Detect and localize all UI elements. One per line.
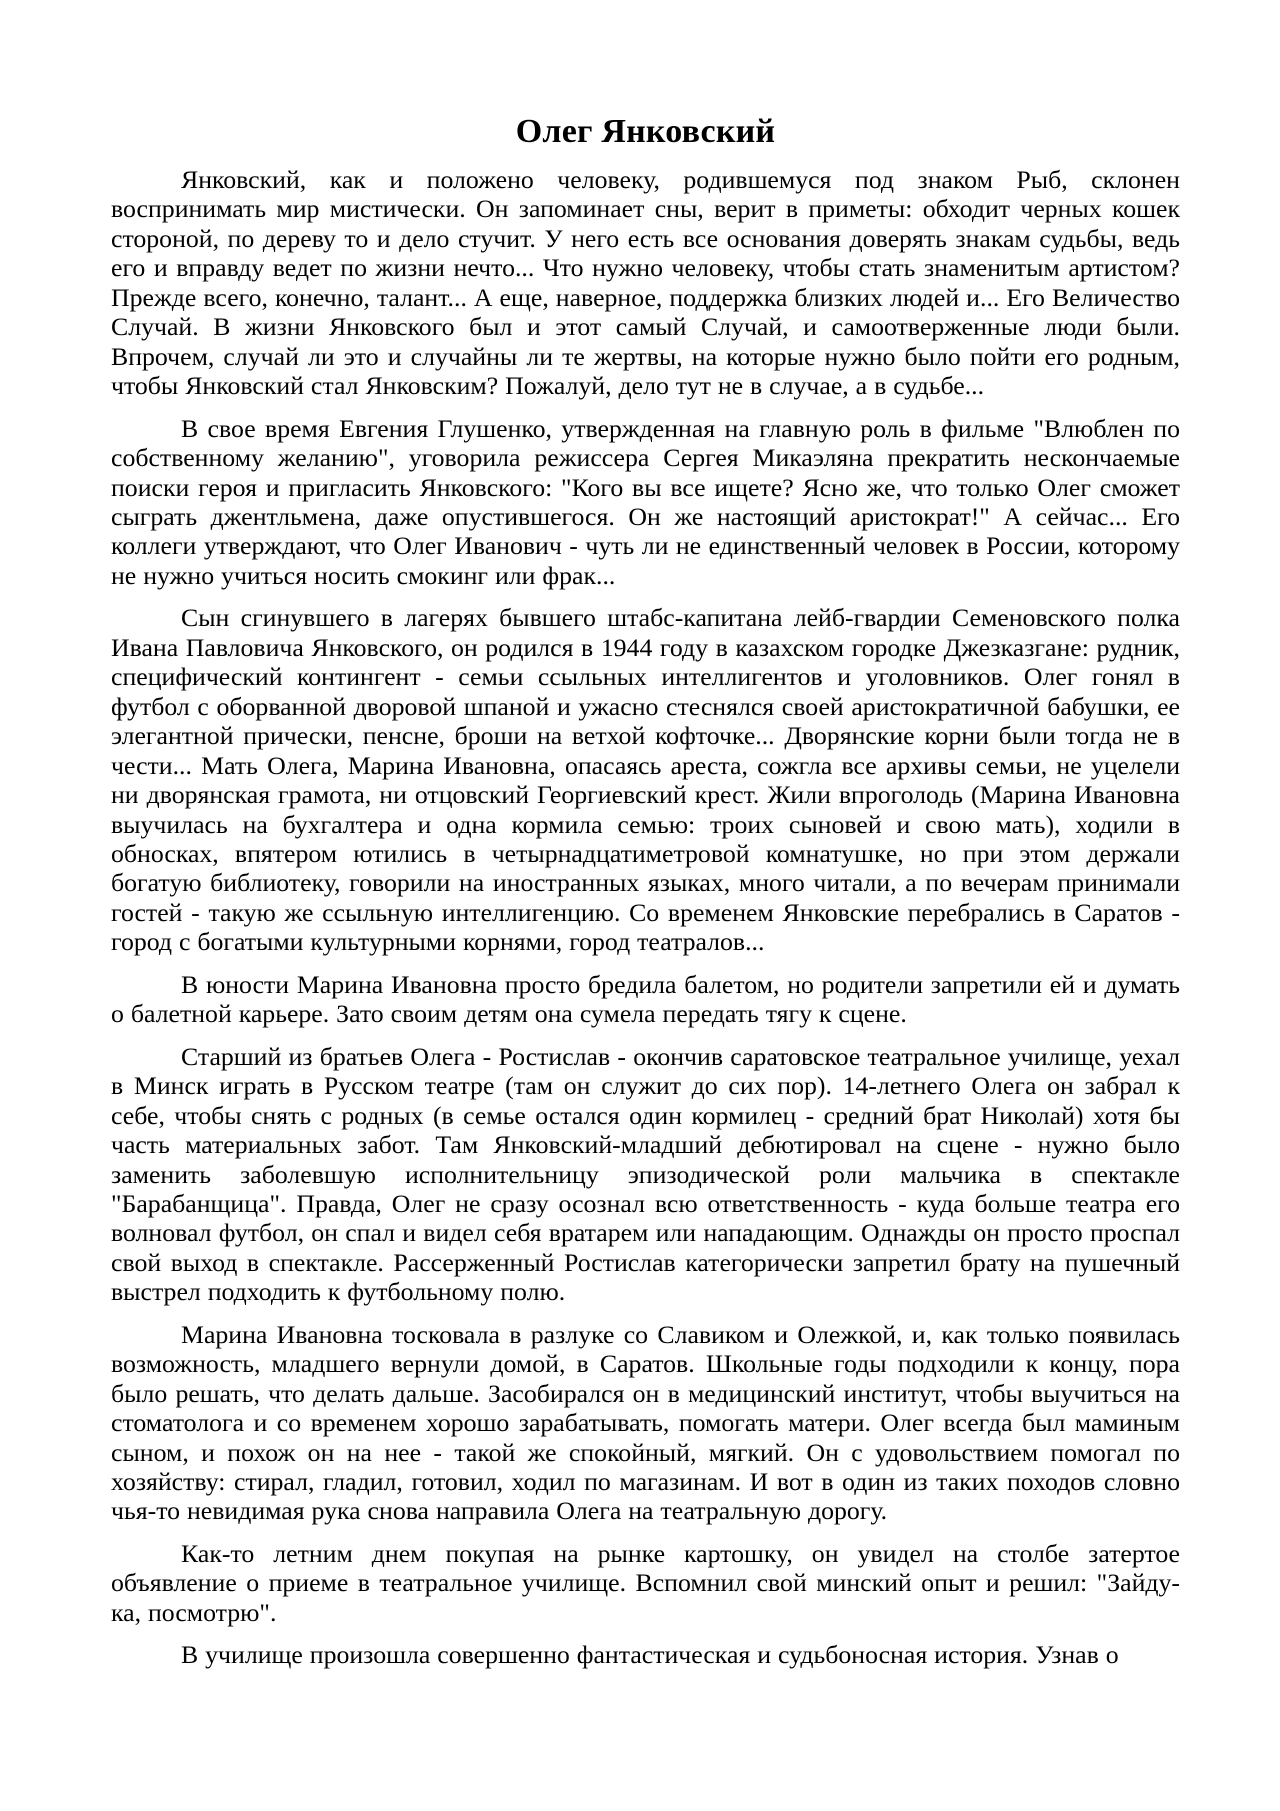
paragraph-glushenko-film: В свое время Евгения Глушенко, утвержденная на главную роль в фильме "Влюблен по собственному желанию", уговорила режиссера Сергея Микаэляна прекратить нескончаемые поиски героя и пригласить Янковского: "Кого вы все ищете? Ясно же, что только Олег сможет сыграть джентльмена, даже опустившегося. Он же настоящий аристократ!" А сейчас... Его коллеги утверждают, что Олег Иванович - чуть ли не единственный человек в России, которому не нужно учиться носить смокинг или фрак... [111, 413, 1180, 590]
paragraph-mother-ballet: В юности Марина Ивановна просто бредила балетом, но родители запретили ей и думать о балетной карьере. Зато своим детям она сумела передать тягу к сцене. [111, 969, 1180, 1029]
paragraph-brother-rostislav: Старший из братьев Олега - Ростислав - окончив саратовское театральное училище, уехал в Минск играть в Русском театре (там он служит до сих пор). 14-летнего Олега он забрал к себе, чтобы снять с родных (в семье остался один кормилец - средний брат Николай) хотя бы часть материальных забот. Там Янковский-младший дебютировал на сцене - нужно было заменить заболевшую исполнительницу эпизодической роли мальчика в спектакле "Барабанщица". Правда, Олег не сразу осознал всю ответственность - куда больше театра его волновал футбол, он спал и видел себя вратарем или нападающим. Однажды он просто проспал свой выход в спектакле. Рассерженный Ростислав категорически запретил брату на пушечный выстрел подходить к футбольному полю. [111, 1041, 1180, 1307]
paragraph-theatre-school: В училище произошла совершенно фантастическая и судьбоносная история. Узнав о [181, 1640, 1119, 1670]
paragraph-intro-mysticism: Янковский, как и положено человеку, родившемуся под знаком Рыб, склонен воспринимать мир мистически. Он запоминает сны, верит в приметы: обходит черных кошек стороной, по дереву то и дело стучит. У него есть все основания доверять знакам судьбы, ведь его и вправду ведет по жизни нечто... Что нужно человеку, чтобы стать знаменитым артистом? Прежде всего, конечно, талант... А еще, наверное, поддержка близких людей и... Его Величество Случай. В жизни Янковского был и этот самый Случай, и самоотверженные люди были. Впрочем, случай ли это и случайны ли те жертвы, на которые нужно было пойти его родным, чтобы Янковский стал Янковским? Пожалуй, дело тут не в случае, а в судьбе... [111, 165, 1180, 401]
paragraph-family-origins: Сын сгинувшего в лагерях бывшего штабс-капитана лейб-гвардии Семеновского полка Ивана Павловича Янковского, он родился в 1944 году в казахском городке Джезказгане: рудник, специфический контингент - семьи ссыльных интеллигентов и уголовников. Олег гонял в футбол с оборванной дворовой шпаной и ужасно стеснялся своей аристократичной бабушки, ее элегантной прически, пенсне, броши на ветхой кофточке... Дворянские корни были тогда не в чести... Мать Олега, Марина Ивановна, опасаясь ареста, сожгла все архивы семьи, не уцелели ни дворянская грамота, ни отцовский Георгиевский крест. Жили впроголодь (Марина Ивановна выучилась на бухгалтера и одна кормила семью: троих сыновей и свою мать), ходили в обносках, впятером ютились в четырнадцатиметровой комнатушке, но при этом держали богатую библиотеку, говорили на иностранных языках, много читали, а по вечерам принимали гостей - такую же ссыльную интеллигенцию. Со временем Янковские перебрались в Саратов - город с богатыми культурными корнями, город театралов... [111, 603, 1180, 957]
paragraph-return-to-saratov: Марина Ивановна тосковала в разлуке со Славиком и Олежкой, и, как только появилась возможность, младшего вернули домой, в Саратов. Школьные годы подходили к концу, пора было решать, что делать дальше. Засобирался он в медицинский институт, чтобы выучиться на стоматолога и со временем хорошо зарабатывать, помогать матери. Олег всегда был маминым сыном, и похож он на нее - такой же спокойный, мягкий. Он с удовольствием помогал по хозяйству: стирал, гладил, готовил, ходил по магазинам. И вот в один из таких походов словно чья-то невидимая рука снова направила Олега на театральную дорогу. [111, 1319, 1180, 1526]
paragraph-market-announcement: Как-то летним днем покупая на рынке картошку, он увидел на столбе затертое объявление о приеме в театральное училище. Вспомнил свой минский опыт и решил: "Зайду-ка, посмотрю". [111, 1538, 1180, 1627]
document-title: Олег Янковский [515, 113, 776, 150]
